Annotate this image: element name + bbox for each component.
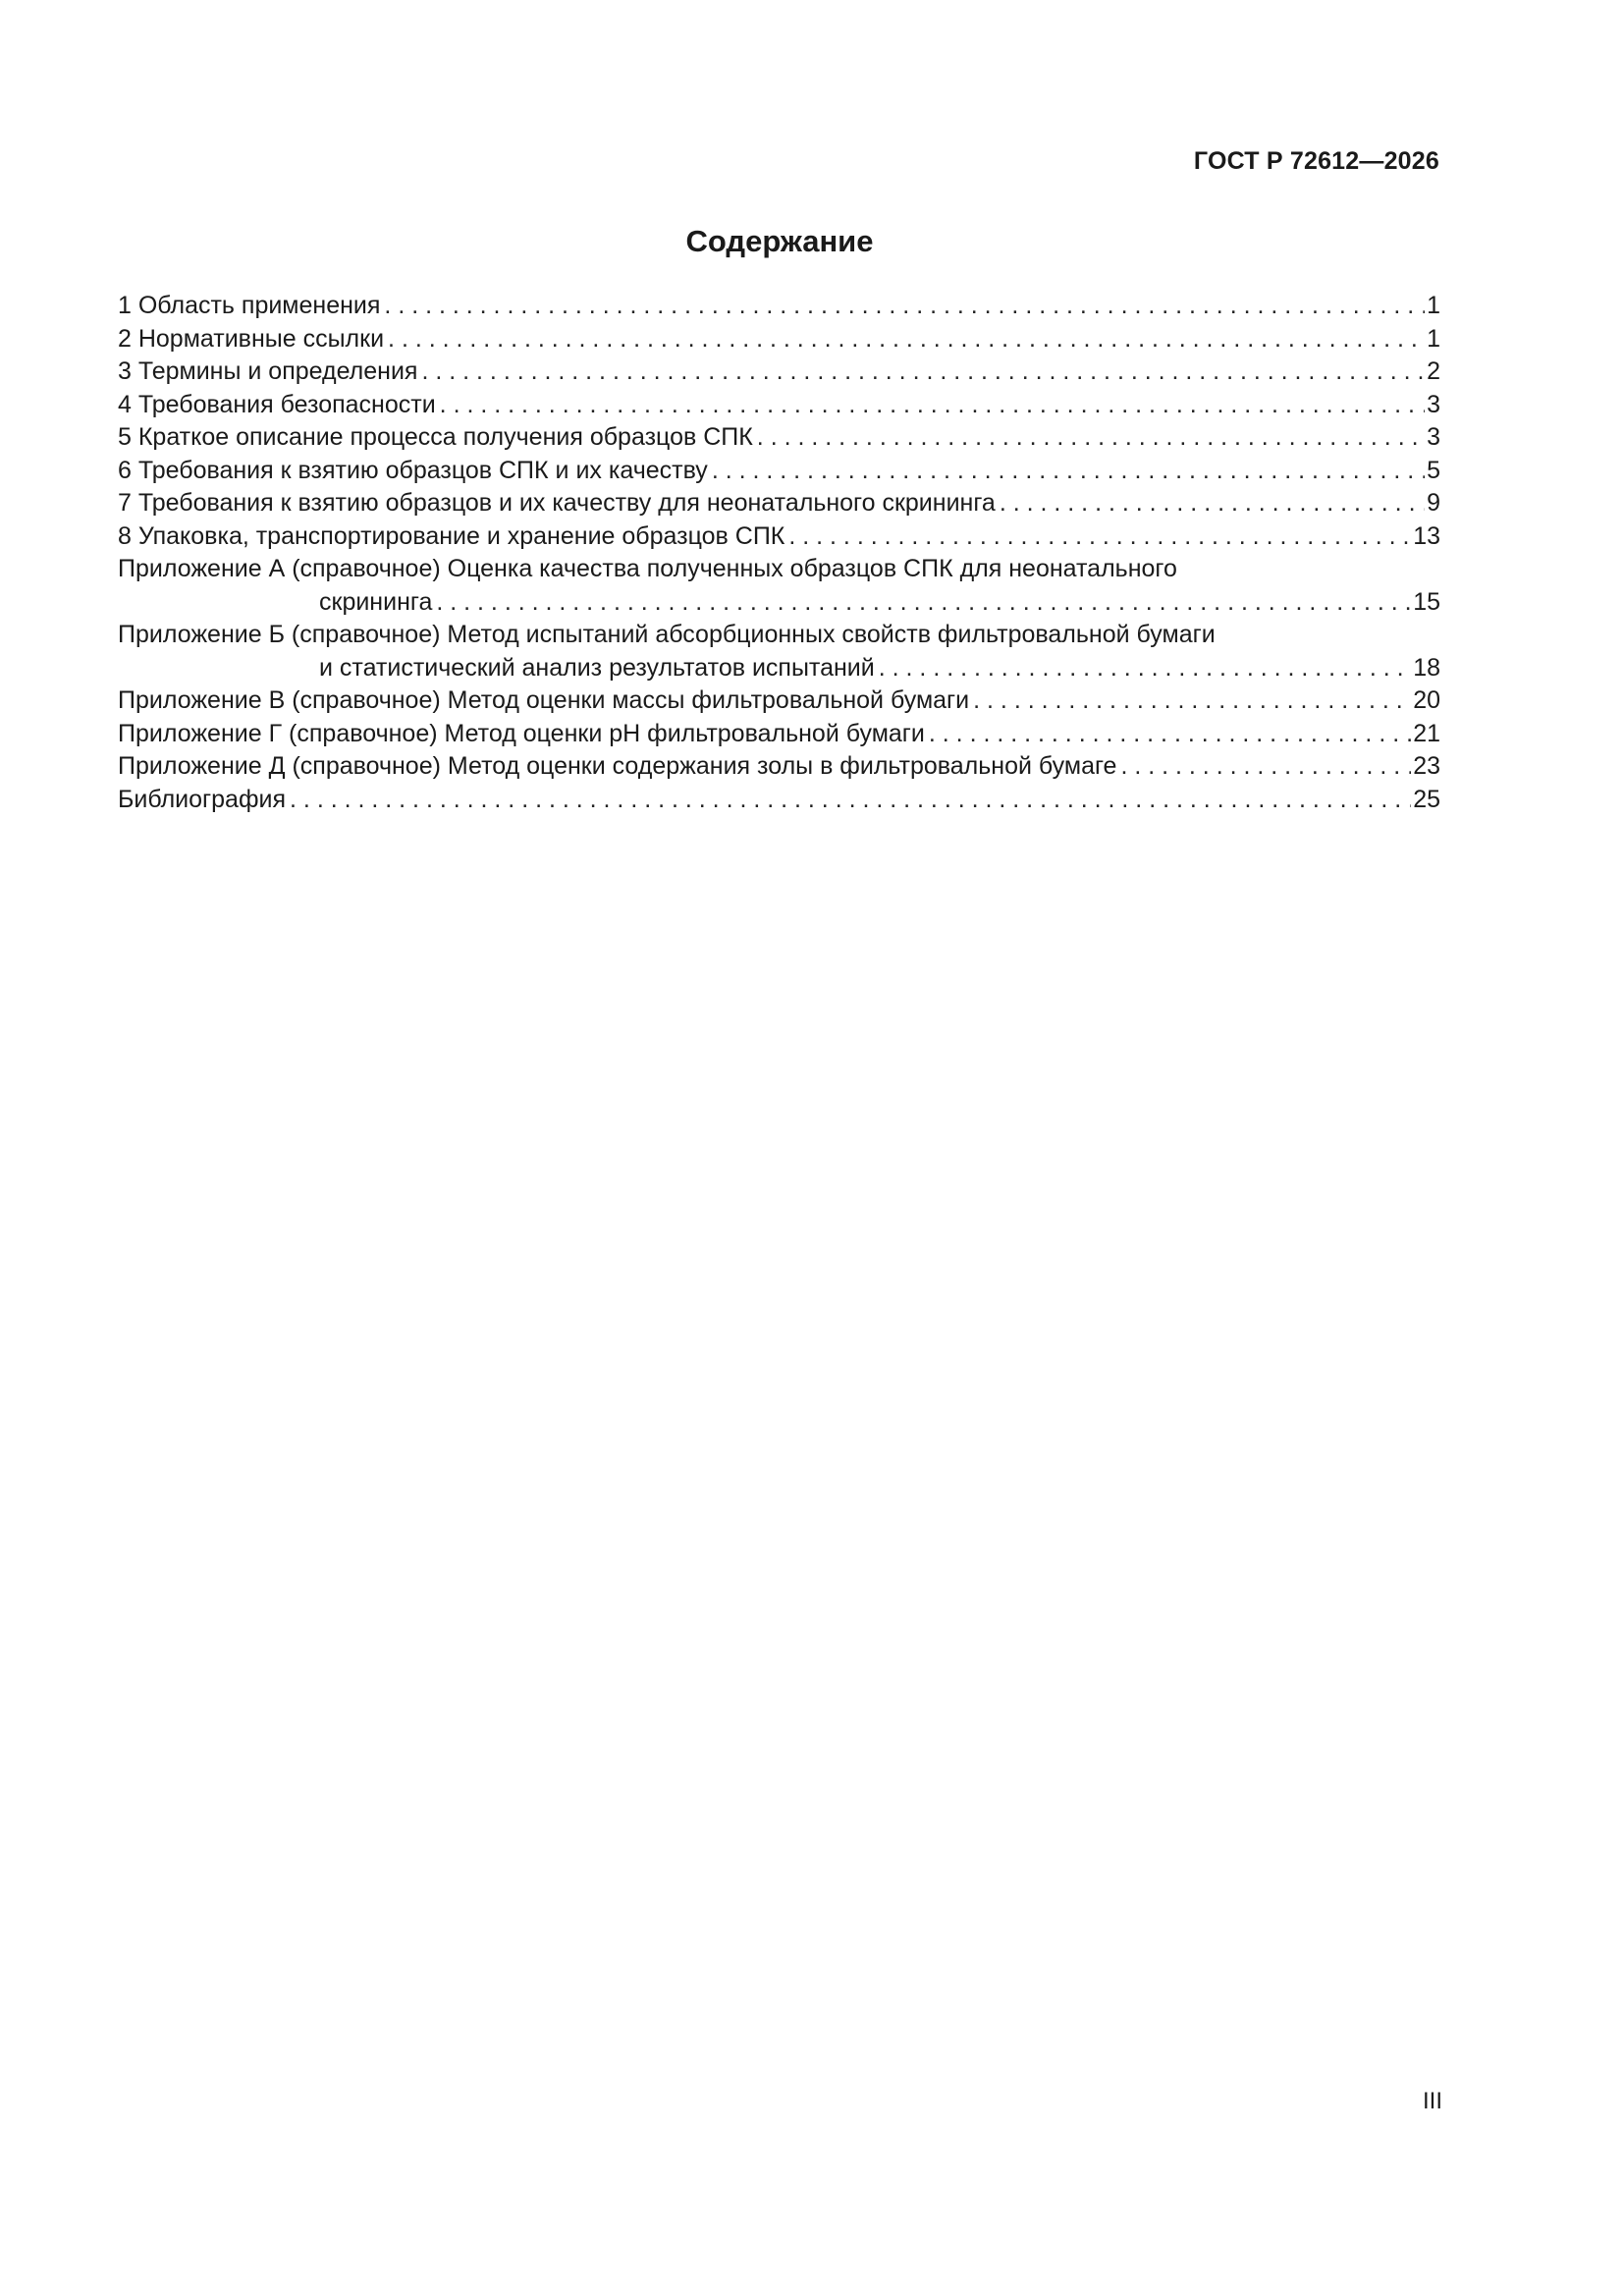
toc-entry-label: Приложение Д (справочное) Метод оценки содержания золы в фильтровальной бумаге — [118, 752, 1117, 780]
toc-entry[interactable] — [118, 455, 1440, 488]
toc-entry-page: 3 — [1427, 390, 1440, 418]
toc-entry-page: 18 — [1413, 653, 1440, 682]
dot-leader — [712, 455, 1425, 488]
toc-entry-page: 9 — [1427, 489, 1440, 517]
toc-entry-label: 2 Нормативные ссылки — [118, 324, 385, 353]
dot-leader — [757, 421, 1425, 455]
toc-entry[interactable] — [118, 553, 1440, 619]
toc-entry-heading: Приложение А (справочное) Оценка качества полученных образцов СПК для неонатального — [118, 555, 1177, 582]
toc-entry-label: скрининга — [319, 587, 433, 616]
toc-entry[interactable] — [118, 784, 1440, 817]
toc-entry-label: 8 Упаковка, транспортирование и хранение образцов СПК — [118, 521, 785, 550]
toc-entry[interactable] — [118, 323, 1440, 356]
toc-entry-label: 4 Требования безопасности — [118, 390, 436, 418]
table-of-contents — [118, 290, 1440, 816]
dot-leader — [290, 784, 1411, 817]
toc-entry[interactable] — [118, 520, 1440, 554]
toc-entry[interactable] — [118, 750, 1440, 784]
toc-entry-page: 15 — [1413, 587, 1440, 616]
toc-entry[interactable] — [118, 355, 1440, 389]
toc-entry-page: 1 — [1427, 292, 1440, 319]
toc-entry-heading: Приложение Б (справочное) Метод испытаний абсорбционных свойств фильтровальной бумаги — [118, 621, 1216, 648]
toc-entry-label: 1 Область применения — [118, 292, 381, 319]
dot-leader — [1000, 487, 1425, 520]
toc-entry-label: 6 Требования к взятию образцов СПК и их качеству — [118, 456, 708, 484]
toc-entry-page: 5 — [1427, 456, 1440, 484]
toc-entry-page: 25 — [1413, 785, 1440, 813]
toc-entry-page: 13 — [1413, 521, 1440, 550]
toc-entry-page: 2 — [1427, 357, 1440, 385]
toc-entry-label: Приложение В (справочное) Метод оценки массы фильтровальной бумаги — [118, 686, 970, 714]
toc-entry-label: 5 Краткое описание процесса получения образцов СПК — [118, 423, 753, 451]
dot-leader — [788, 520, 1411, 554]
page-number: III — [1422, 2088, 1442, 2114]
toc-entry-label: и статистический анализ результатов испытаний — [319, 653, 875, 682]
toc-title: Содержание — [685, 224, 874, 258]
document-designation: ГОСТ Р 72612—2026 — [1193, 147, 1439, 175]
dot-leader — [421, 355, 1425, 389]
toc-entry-page: 23 — [1413, 752, 1440, 780]
toc-entry-label: Библиография — [118, 785, 287, 813]
dot-leader — [973, 684, 1411, 718]
dot-leader — [384, 290, 1425, 323]
toc-entry[interactable] — [118, 290, 1440, 323]
toc-entry[interactable] — [118, 421, 1440, 455]
dot-leader — [879, 652, 1411, 685]
toc-entry[interactable] — [118, 389, 1440, 422]
toc-entry[interactable] — [118, 718, 1440, 751]
toc-entry[interactable] — [118, 487, 1440, 520]
dot-leader — [436, 586, 1411, 620]
toc-entry-page: 20 — [1413, 686, 1440, 714]
toc-entry-page: 1 — [1427, 324, 1440, 353]
toc-entry-label: Приложение Г (справочное) Метод оценки pH фильтровальной бумаги — [118, 719, 925, 747]
dot-leader — [1120, 750, 1411, 784]
dot-leader — [929, 718, 1411, 751]
toc-entry-page: 3 — [1427, 423, 1440, 451]
dot-leader — [388, 323, 1425, 356]
toc-entry-label: 3 Термины и определения — [118, 357, 418, 385]
toc-entry[interactable] — [118, 684, 1440, 718]
toc-entry-label: 7 Требования к взятию образцов и их качеству для неонатального скрининга — [118, 489, 996, 517]
toc-entry[interactable] — [118, 619, 1440, 684]
toc-entry-page: 21 — [1413, 719, 1440, 747]
dot-leader — [440, 389, 1425, 422]
